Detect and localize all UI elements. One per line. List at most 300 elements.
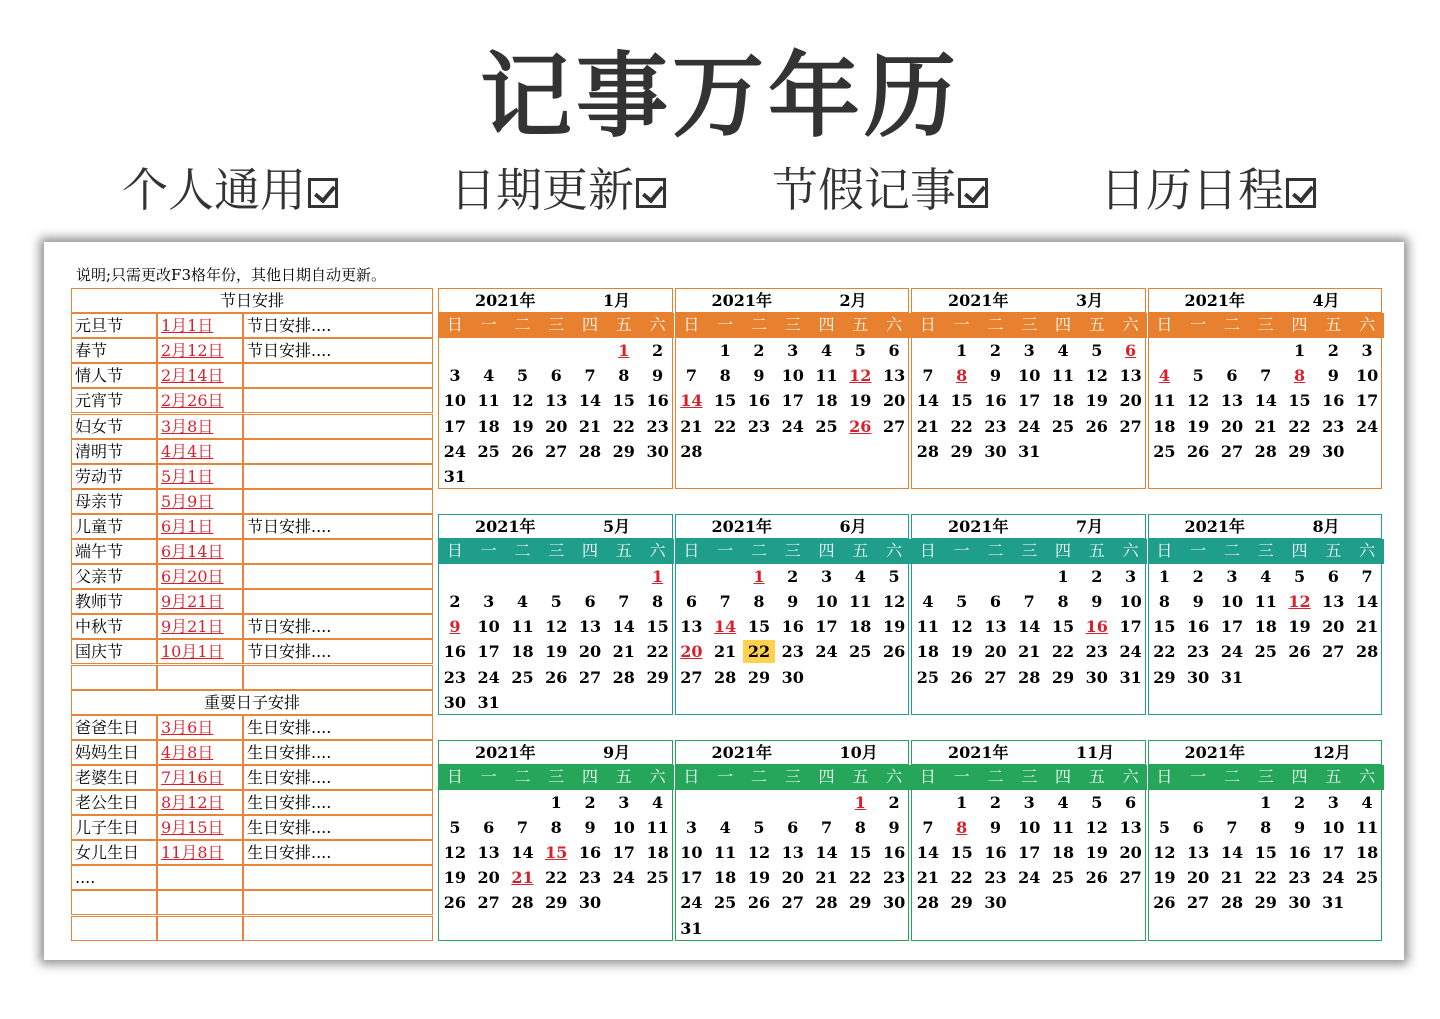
calendar-day[interactable]	[439, 816, 471, 839]
calendar-day[interactable]	[608, 816, 640, 839]
calendar-day[interactable]	[743, 415, 775, 438]
calendar-day[interactable]	[946, 615, 978, 638]
calendar-day[interactable]	[743, 389, 775, 412]
calendar-day[interactable]	[642, 440, 674, 463]
holiday-memo[interactable]	[243, 439, 433, 464]
calendar-day[interactable]	[1182, 615, 1214, 638]
calendar-day[interactable]	[1284, 816, 1316, 839]
calendar-day[interactable]	[574, 615, 606, 638]
calendar-day[interactable]	[709, 339, 741, 362]
calendar-day[interactable]	[878, 565, 910, 588]
calendar-day[interactable]	[1182, 389, 1214, 412]
calendar-day[interactable]	[473, 590, 505, 613]
calendar-day[interactable]	[1351, 565, 1383, 588]
important-day-date[interactable]	[157, 890, 243, 915]
calendar-day[interactable]	[540, 389, 572, 412]
calendar-day[interactable]	[980, 791, 1012, 814]
calendar-day[interactable]	[1284, 615, 1316, 638]
calendar-day[interactable]	[507, 866, 539, 889]
calendar-day[interactable]	[439, 440, 471, 463]
calendar-day[interactable]	[1115, 866, 1147, 889]
calendar-day[interactable]	[1182, 590, 1214, 613]
calendar-day[interactable]	[1284, 640, 1316, 663]
calendar-day[interactable]	[878, 339, 910, 362]
calendar-day[interactable]	[574, 891, 606, 914]
calendar-day[interactable]	[878, 389, 910, 412]
calendar-day[interactable]	[844, 415, 876, 438]
calendar-day[interactable]	[811, 816, 843, 839]
calendar-day[interactable]	[1250, 615, 1282, 638]
calendar-day[interactable]	[1081, 615, 1113, 638]
calendar-day[interactable]	[540, 791, 572, 814]
calendar-day[interactable]	[1284, 841, 1316, 864]
calendar-day[interactable]	[1182, 364, 1214, 387]
calendar-day[interactable]	[574, 440, 606, 463]
calendar-day[interactable]	[1284, 866, 1316, 889]
important-day-memo[interactable]: 生日安排....	[243, 790, 433, 815]
calendar-day[interactable]	[844, 841, 876, 864]
calendar-day[interactable]	[811, 615, 843, 638]
calendar-day[interactable]	[473, 691, 505, 714]
calendar-day[interactable]	[777, 816, 809, 839]
calendar-day[interactable]	[743, 565, 775, 588]
calendar-day[interactable]	[507, 615, 539, 638]
calendar-day[interactable]	[844, 615, 876, 638]
calendar-day[interactable]	[980, 891, 1012, 914]
calendar-day[interactable]	[507, 440, 539, 463]
calendar-day[interactable]	[811, 841, 843, 864]
calendar-day[interactable]	[743, 666, 775, 689]
calendar-day[interactable]	[844, 891, 876, 914]
calendar-day[interactable]	[1250, 891, 1282, 914]
calendar-day[interactable]	[473, 415, 505, 438]
calendar-day[interactable]	[1115, 415, 1147, 438]
calendar-day[interactable]	[743, 615, 775, 638]
calendar-day[interactable]	[1284, 364, 1316, 387]
calendar-day[interactable]	[642, 615, 674, 638]
calendar-day[interactable]	[1149, 640, 1181, 663]
calendar-day[interactable]	[507, 640, 539, 663]
calendar-day[interactable]	[473, 666, 505, 689]
calendar-day[interactable]	[1351, 364, 1383, 387]
calendar-day[interactable]	[574, 364, 606, 387]
calendar-day[interactable]	[1250, 816, 1282, 839]
calendar-day[interactable]	[1081, 389, 1113, 412]
calendar-day[interactable]	[1317, 640, 1349, 663]
calendar-day[interactable]	[946, 866, 978, 889]
important-day-date[interactable]: 3月6日	[157, 715, 243, 740]
calendar-day[interactable]	[1047, 615, 1079, 638]
important-day-date[interactable]: 11月8日	[157, 840, 243, 865]
holiday-date[interactable]: 10月1日	[157, 639, 243, 664]
calendar-day[interactable]	[540, 364, 572, 387]
calendar-day[interactable]	[777, 590, 809, 613]
calendar-day[interactable]	[439, 590, 471, 613]
calendar-day[interactable]	[1250, 841, 1282, 864]
calendar-day[interactable]	[912, 866, 944, 889]
calendar-day[interactable]	[844, 816, 876, 839]
calendar-day[interactable]	[811, 891, 843, 914]
calendar-day[interactable]	[1013, 389, 1045, 412]
calendar-day[interactable]	[1216, 666, 1248, 689]
calendar-day[interactable]	[1047, 666, 1079, 689]
calendar-day[interactable]	[1317, 590, 1349, 613]
calendar-day[interactable]	[912, 841, 944, 864]
calendar-day[interactable]	[980, 389, 1012, 412]
calendar-day[interactable]	[540, 440, 572, 463]
calendar-day[interactable]	[507, 816, 539, 839]
calendar-day[interactable]	[1250, 364, 1282, 387]
calendar-day[interactable]	[980, 440, 1012, 463]
holiday-memo[interactable]	[243, 363, 433, 388]
calendar-day[interactable]	[743, 891, 775, 914]
holiday-memo[interactable]	[243, 388, 433, 413]
calendar-day[interactable]	[540, 816, 572, 839]
calendar-day[interactable]	[1115, 389, 1147, 412]
calendar-day[interactable]	[1250, 590, 1282, 613]
calendar-day[interactable]	[1013, 615, 1045, 638]
important-day-memo[interactable]: 生日安排....	[243, 815, 433, 840]
holiday-memo[interactable]	[243, 589, 433, 614]
calendar-day[interactable]	[439, 389, 471, 412]
calendar-day[interactable]	[608, 590, 640, 613]
calendar-day[interactable]	[946, 339, 978, 362]
calendar-day[interactable]	[946, 891, 978, 914]
calendar-day[interactable]	[980, 615, 1012, 638]
calendar-day[interactable]	[709, 891, 741, 914]
calendar-day[interactable]	[608, 640, 640, 663]
calendar-day[interactable]	[540, 666, 572, 689]
calendar-day[interactable]	[439, 465, 471, 488]
calendar-day[interactable]	[642, 565, 674, 588]
calendar-day[interactable]	[1013, 640, 1045, 663]
calendar-day[interactable]	[608, 339, 640, 362]
important-day-memo[interactable]: 生日安排....	[243, 740, 433, 765]
calendar-day[interactable]	[507, 666, 539, 689]
calendar-day[interactable]	[1284, 891, 1316, 914]
holiday-date[interactable]: 4月4日	[157, 439, 243, 464]
holiday-date[interactable]: 9月21日	[157, 589, 243, 614]
calendar-day[interactable]	[1013, 791, 1045, 814]
calendar-day[interactable]	[574, 590, 606, 613]
holiday-memo[interactable]: 节日安排....	[243, 639, 433, 664]
calendar-day[interactable]	[878, 415, 910, 438]
holiday-date[interactable]: 2月26日	[157, 388, 243, 413]
calendar-day[interactable]	[811, 389, 843, 412]
calendar-day[interactable]	[912, 666, 944, 689]
calendar-day[interactable]	[1182, 640, 1214, 663]
calendar-day[interactable]	[676, 415, 708, 438]
calendar-day[interactable]	[439, 615, 471, 638]
calendar-day[interactable]	[1317, 816, 1349, 839]
calendar-day[interactable]	[777, 415, 809, 438]
calendar-day[interactable]	[1216, 415, 1248, 438]
calendar-day[interactable]	[1013, 339, 1045, 362]
calendar-day[interactable]	[912, 816, 944, 839]
holiday-date[interactable]: 2月12日	[157, 338, 243, 363]
calendar-day[interactable]	[1284, 440, 1316, 463]
calendar-day[interactable]	[980, 339, 1012, 362]
calendar-day[interactable]	[743, 339, 775, 362]
calendar-day[interactable]	[642, 590, 674, 613]
calendar-day[interactable]	[1216, 364, 1248, 387]
calendar-day[interactable]	[642, 415, 674, 438]
calendar-day[interactable]	[642, 666, 674, 689]
calendar-day[interactable]	[709, 364, 741, 387]
calendar-day[interactable]	[439, 841, 471, 864]
calendar-day[interactable]	[811, 866, 843, 889]
calendar-day[interactable]	[878, 841, 910, 864]
calendar-day[interactable]	[777, 891, 809, 914]
calendar-day[interactable]	[1149, 415, 1181, 438]
calendar-day[interactable]	[777, 841, 809, 864]
holiday-memo[interactable]: 节日安排....	[243, 313, 433, 338]
calendar-day[interactable]	[540, 590, 572, 613]
calendar-day[interactable]	[1081, 590, 1113, 613]
calendar-day[interactable]	[811, 339, 843, 362]
calendar-day[interactable]	[1149, 389, 1181, 412]
calendar-day[interactable]	[1081, 415, 1113, 438]
calendar-day[interactable]	[608, 364, 640, 387]
calendar-day[interactable]	[439, 866, 471, 889]
important-day-memo[interactable]	[243, 890, 433, 915]
calendar-day[interactable]	[946, 640, 978, 663]
calendar-day[interactable]	[946, 440, 978, 463]
calendar-day[interactable]	[912, 440, 944, 463]
calendar-day[interactable]	[1081, 866, 1113, 889]
calendar-day[interactable]	[642, 389, 674, 412]
calendar-day[interactable]	[1182, 816, 1214, 839]
calendar-day[interactable]	[777, 866, 809, 889]
calendar-day[interactable]	[709, 590, 741, 613]
calendar-day[interactable]	[709, 415, 741, 438]
calendar-day[interactable]	[1013, 440, 1045, 463]
important-day-memo[interactable]: 生日安排....	[243, 840, 433, 865]
calendar-day[interactable]	[574, 866, 606, 889]
calendar-day[interactable]	[1047, 590, 1079, 613]
calendar-day[interactable]	[1284, 565, 1316, 588]
calendar-day[interactable]	[1351, 615, 1383, 638]
calendar-day[interactable]	[608, 666, 640, 689]
calendar-day[interactable]	[473, 866, 505, 889]
calendar-day[interactable]	[1081, 339, 1113, 362]
calendar-day[interactable]	[1216, 389, 1248, 412]
calendar-day[interactable]	[1250, 389, 1282, 412]
calendar-day[interactable]	[1115, 590, 1147, 613]
calendar-day[interactable]	[912, 590, 944, 613]
calendar-day[interactable]	[980, 816, 1012, 839]
calendar-day[interactable]	[608, 866, 640, 889]
calendar-day[interactable]	[912, 415, 944, 438]
calendar-day[interactable]	[1284, 415, 1316, 438]
calendar-day[interactable]	[743, 816, 775, 839]
calendar-day[interactable]	[1317, 841, 1349, 864]
calendar-day[interactable]	[676, 666, 708, 689]
calendar-day[interactable]	[676, 615, 708, 638]
calendar-day[interactable]	[439, 364, 471, 387]
calendar-day[interactable]	[1317, 415, 1349, 438]
calendar-day[interactable]	[540, 891, 572, 914]
calendar-day[interactable]	[1351, 791, 1383, 814]
calendar-day[interactable]	[540, 640, 572, 663]
calendar-day[interactable]	[1182, 891, 1214, 914]
calendar-day[interactable]	[1149, 866, 1181, 889]
calendar-day[interactable]	[1250, 791, 1282, 814]
calendar-day[interactable]	[844, 791, 876, 814]
important-day-date[interactable]: 8月12日	[157, 790, 243, 815]
calendar-day[interactable]	[844, 339, 876, 362]
calendar-day[interactable]	[844, 866, 876, 889]
calendar-day[interactable]	[473, 615, 505, 638]
calendar-day[interactable]	[1047, 791, 1079, 814]
calendar-day[interactable]	[1149, 666, 1181, 689]
holiday-date[interactable]: 1月1日	[157, 313, 243, 338]
calendar-day[interactable]	[777, 565, 809, 588]
calendar-day[interactable]	[1284, 590, 1316, 613]
calendar-day[interactable]	[1013, 816, 1045, 839]
calendar-day[interactable]	[540, 615, 572, 638]
calendar-day[interactable]	[1216, 816, 1248, 839]
calendar-day[interactable]	[1081, 565, 1113, 588]
calendar-day[interactable]	[1182, 841, 1214, 864]
calendar-day[interactable]	[473, 389, 505, 412]
calendar-day[interactable]	[608, 791, 640, 814]
calendar-day[interactable]	[980, 364, 1012, 387]
calendar-day[interactable]	[676, 816, 708, 839]
calendar-day[interactable]	[980, 866, 1012, 889]
calendar-day[interactable]	[1115, 791, 1147, 814]
calendar-day[interactable]	[1351, 640, 1383, 663]
calendar-day[interactable]	[1351, 841, 1383, 864]
calendar-day[interactable]	[1081, 666, 1113, 689]
calendar-day[interactable]	[642, 339, 674, 362]
calendar-day[interactable]	[1013, 415, 1045, 438]
calendar-day[interactable]	[1047, 339, 1079, 362]
calendar-day[interactable]	[980, 640, 1012, 663]
calendar-day[interactable]	[743, 590, 775, 613]
calendar-day[interactable]	[946, 841, 978, 864]
calendar-day[interactable]	[507, 415, 539, 438]
calendar-day[interactable]	[1149, 565, 1181, 588]
calendar-day[interactable]	[844, 565, 876, 588]
calendar-day[interactable]	[439, 891, 471, 914]
calendar-day[interactable]	[980, 841, 1012, 864]
calendar-day[interactable]	[608, 389, 640, 412]
calendar-day[interactable]	[1149, 590, 1181, 613]
calendar-day[interactable]	[1216, 440, 1248, 463]
calendar-day[interactable]	[507, 389, 539, 412]
calendar-day[interactable]	[1216, 565, 1248, 588]
important-day-memo[interactable]	[243, 916, 433, 941]
calendar-day[interactable]	[980, 590, 1012, 613]
calendar-day[interactable]	[777, 339, 809, 362]
calendar-day[interactable]	[642, 866, 674, 889]
calendar-day[interactable]	[1115, 666, 1147, 689]
calendar-day[interactable]	[1317, 440, 1349, 463]
calendar-day[interactable]	[1216, 841, 1248, 864]
calendar-day[interactable]	[1047, 565, 1079, 588]
calendar-day[interactable]	[743, 364, 775, 387]
calendar-day[interactable]	[912, 640, 944, 663]
calendar-day[interactable]	[1351, 866, 1383, 889]
calendar-day[interactable]	[709, 841, 741, 864]
holiday-memo[interactable]: 节日安排....	[243, 338, 433, 363]
calendar-day[interactable]	[540, 841, 572, 864]
calendar-day[interactable]	[1149, 841, 1181, 864]
calendar-day[interactable]	[912, 389, 944, 412]
holiday-memo[interactable]	[243, 414, 433, 439]
calendar-day[interactable]	[1081, 816, 1113, 839]
calendar-day[interactable]	[777, 615, 809, 638]
calendar-day[interactable]	[878, 590, 910, 613]
calendar-day[interactable]	[811, 640, 843, 663]
calendar-day[interactable]	[878, 791, 910, 814]
calendar-day[interactable]	[946, 791, 978, 814]
holiday-memo[interactable]	[243, 564, 433, 589]
calendar-day[interactable]	[1047, 816, 1079, 839]
calendar-day[interactable]	[777, 364, 809, 387]
calendar-day[interactable]	[574, 640, 606, 663]
calendar-day[interactable]	[473, 440, 505, 463]
calendar-day[interactable]	[1284, 339, 1316, 362]
calendar-day[interactable]	[844, 389, 876, 412]
calendar-day[interactable]	[1115, 640, 1147, 663]
calendar-day[interactable]	[574, 791, 606, 814]
calendar-day[interactable]	[844, 590, 876, 613]
calendar-day[interactable]	[507, 841, 539, 864]
calendar-day[interactable]	[473, 841, 505, 864]
calendar-day[interactable]	[473, 364, 505, 387]
important-day-date[interactable]: 7月16日	[157, 765, 243, 790]
calendar-day[interactable]	[1182, 666, 1214, 689]
calendar-day[interactable]	[642, 816, 674, 839]
important-day-date[interactable]: 9月15日	[157, 815, 243, 840]
calendar-day[interactable]	[1317, 615, 1349, 638]
calendar-day[interactable]	[946, 389, 978, 412]
calendar-day[interactable]	[1250, 866, 1282, 889]
calendar-day[interactable]	[574, 841, 606, 864]
calendar-day[interactable]	[642, 640, 674, 663]
calendar-day[interactable]	[1182, 866, 1214, 889]
calendar-day[interactable]	[1250, 640, 1282, 663]
calendar-day[interactable]	[1216, 615, 1248, 638]
holiday-date[interactable]: 6月1日	[157, 514, 243, 539]
calendar-day[interactable]	[574, 389, 606, 412]
calendar-day[interactable]	[1149, 615, 1181, 638]
holiday-memo[interactable]	[243, 539, 433, 564]
holiday-memo[interactable]	[243, 489, 433, 514]
calendar-day[interactable]	[540, 866, 572, 889]
holiday-date[interactable]: 5月9日	[157, 489, 243, 514]
calendar-day[interactable]	[980, 666, 1012, 689]
calendar-day[interactable]	[608, 440, 640, 463]
calendar-day[interactable]	[1351, 590, 1383, 613]
holiday-date[interactable]: 3月8日	[157, 414, 243, 439]
calendar-day[interactable]	[1216, 891, 1248, 914]
calendar-day[interactable]	[1047, 415, 1079, 438]
calendar-day[interactable]	[946, 364, 978, 387]
calendar-day[interactable]	[1317, 891, 1349, 914]
calendar-day[interactable]	[912, 364, 944, 387]
important-day-memo[interactable]	[243, 865, 433, 890]
calendar-day[interactable]	[642, 791, 674, 814]
calendar-day[interactable]	[709, 615, 741, 638]
calendar-day[interactable]	[878, 615, 910, 638]
calendar-day[interactable]	[473, 640, 505, 663]
calendar-day[interactable]	[1250, 415, 1282, 438]
calendar-day[interactable]	[1351, 389, 1383, 412]
calendar-day[interactable]	[878, 891, 910, 914]
